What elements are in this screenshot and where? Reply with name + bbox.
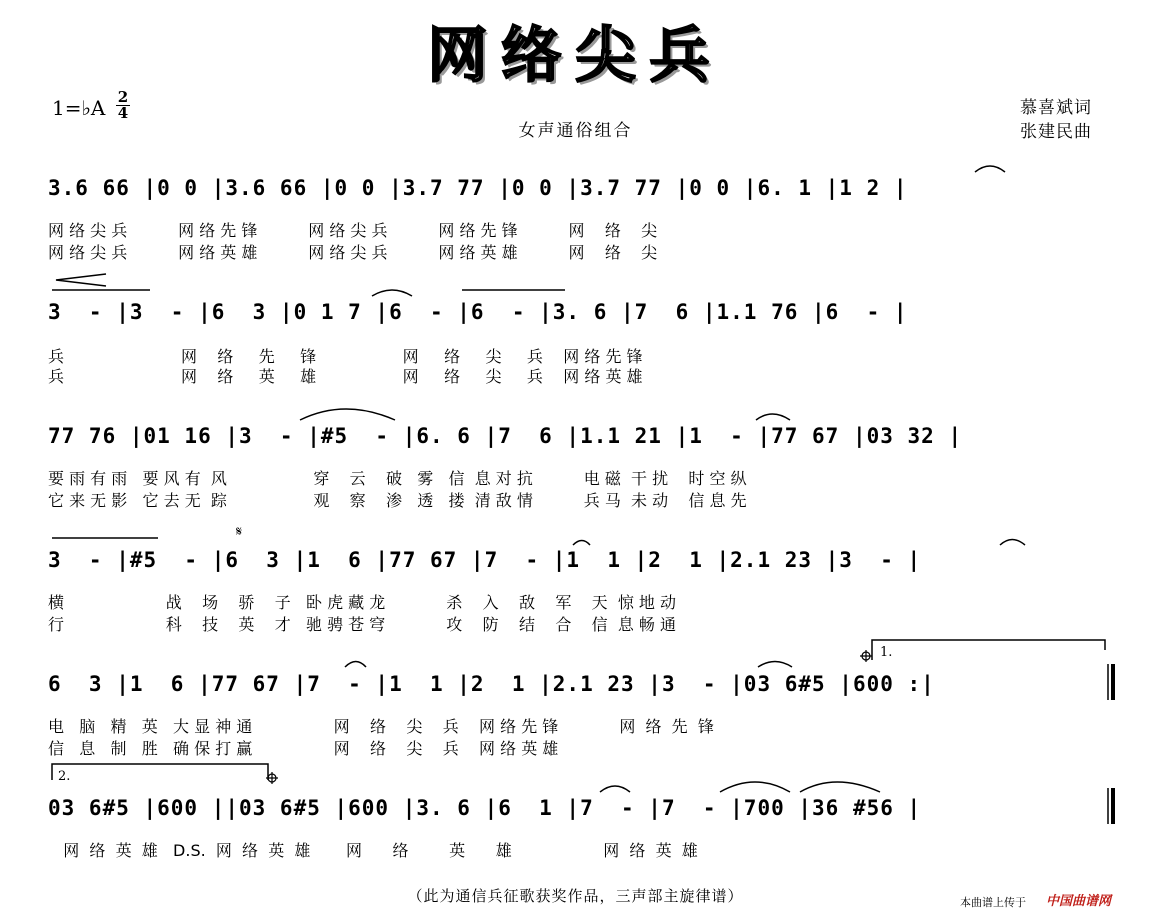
tie-mark [600,786,630,792]
lyric-row-4-verse-1: 横 战 场 骄 子 卧 虎 藏 龙 杀 入 敌 军 天 惊 地 动 [48,593,677,612]
footer-note: （此为通信兵征歌获奖作品，三声部主旋律谱） [407,887,744,905]
tie-mark [300,409,395,420]
lyric-row-3-verse-2: 它 来 无 影 它 去 无 踪 观 察 渗 透 搂 清 敌 情 兵 马 未 动 信 息 先 [48,491,747,510]
time-bottom: 4 [117,104,129,122]
lyricist: 慕喜斌词 [1020,98,1092,118]
notes-row-1: 3.6 66 |0 0 |3.6 66 |0 0 |3.7 77 |0 0 |3.7 77 |0 0 |6. 1 |1 2 | [48,176,908,200]
lyric-row-1-verse-2: 网 络 尖 兵 网 络 英 雄 网 络 尖 兵 网 络 英 雄 网 络 尖 [48,243,658,262]
volta-2-label: 2. [58,769,71,784]
tie-mark [345,662,366,668]
lyric-row-5-verse-2: 信 息 制 胜 确 保 打 赢 网 络 尖 兵 网 络 英 雄 [48,739,559,758]
final-barline [1108,664,1113,824]
key-signature: 1=♭A [52,96,106,120]
tie-mark [975,166,1005,172]
lyric-row-1-verse-1: 网 络 尖 兵 网 络 先 锋 网 络 尖 兵 网 络 先 锋 网 络 尖 [48,221,658,240]
tie-mark [720,782,790,792]
lyric-row-2-verse-2: 兵 网 络 英 雄 网 络 尖 兵 网 络 英 雄 [48,367,643,386]
lyric-row-2-verse-1: 兵 网 络 先 锋 网 络 尖 兵 网 络 先 锋 [48,347,643,366]
song-title: 网络尖兵 [427,21,724,91]
lyric-row-4-verse-2: 行 科 技 英 才 驰 骋 苍 穹 攻 防 结 合 信 息 畅 通 [48,615,677,634]
subtitle: 女声通俗组合 [518,121,633,141]
notes-row-2: 3 - |3 - |6 3 |0 1 7 |6 - |6 - |3. 6 |7 6 |1.1 76 |6 - | [48,300,908,324]
volta-1-bracket [872,640,1105,660]
upload-note: 本曲谱上传于 [960,896,1026,909]
crescendo-mark [56,274,106,286]
notes-row-6: 03 6#5 |600 ||03 6#5 |600 |3. 6 |6 1 |7 - |7 - |700 |36 #56 | [48,796,922,820]
time-top: 2 [117,88,129,106]
site-logo: 中国曲谱网 [1046,894,1112,909]
volta-1-label: 1. [880,645,893,660]
tie-mark [573,541,590,546]
coda-mark [266,650,872,784]
notes-row-3: 77 76 |01 16 |3 - |#5 - |6. 6 |7 6 |1.1 21 |1 - |77 67 |03 32 | [48,424,963,448]
composer: 张建民曲 [1020,122,1092,142]
tie-mark [800,782,880,792]
lyric-row-5-verse-1: 电 脑 精 英 大 显 神 通 网 络 尖 兵 网 络 先 锋 网 络 先 锋 [48,717,714,736]
tie-mark [756,414,790,420]
notes-row-4: 3 - |#5 - |6 3 |1 6 |77 67 |7 - |1 1 |2 1 |2.1 23 |3 - | [48,548,922,572]
lyric-row-6: 网 络 英 雄 D.S. 网 络 英 雄 网 络 英 雄 网 络 英 雄 [48,841,698,860]
tie-mark [758,662,792,668]
tie-mark [372,290,412,296]
tie-mark [1000,540,1025,546]
lyric-row-3-verse-1: 要 雨 有 雨 要 风 有 风 穿 云 破 雾 信 息 对 抗 电 磁 干 扰 时 空 纵 [48,469,747,488]
notes-row-5: 6 3 |1 6 |77 67 |7 - |1 1 |2 1 |2.1 23 |3 - |03 6#5 |600 :| [48,672,935,696]
segno-mark: 𝄋 [236,524,243,540]
volta-2-bracket [52,764,268,780]
